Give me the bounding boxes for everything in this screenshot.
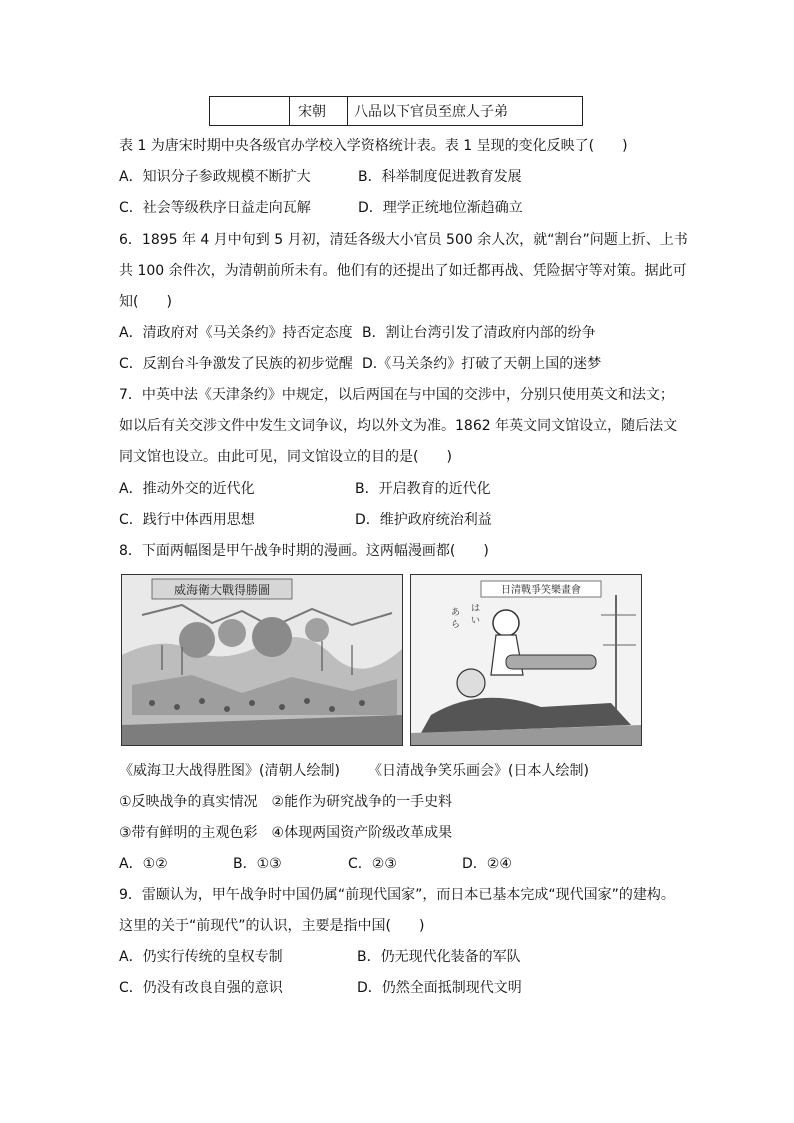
q6-stem-line3: 知( )	[119, 294, 172, 310]
cartoon1-banner-text: 威海衛大戰得勝圖	[173, 583, 271, 597]
cartoon2-speech-text-4: い	[471, 616, 481, 626]
q6-stem-line1: 6．1895 年 4 月中旬到 5 月初，清廷各级大小官员 500 余人次，就“割台”问题上折、上书	[119, 232, 688, 248]
cartoon1-caption: 《威海卫大战得胜图》(清朝人绘制)	[119, 763, 340, 779]
q7-stem-line3: 同文馆也设立。由此可见，同文馆设立的目的是( )	[119, 449, 452, 465]
q8-option-a: A．①②	[119, 856, 168, 872]
q7-option-c: C．践行中体西用思想	[119, 512, 255, 528]
q7-option-b: B．开启教育的近代化	[355, 481, 491, 497]
q9-option-b: B．仍无现代化装备的军队	[357, 949, 521, 965]
q7-option-a: A．推动外交的近代化	[119, 481, 255, 497]
q9-option-c: C．仍没有改良自强的意识	[119, 980, 283, 996]
table-cell-empty	[210, 97, 290, 125]
table-cell-qualification: 八品以下官员至庶人子弟	[354, 104, 508, 120]
q6-option-a: A．清政府对《马关条约》持否定态度	[119, 325, 353, 341]
sino-japanese-war-comic-cartoon	[410, 574, 642, 746]
q5-option-d: D．理学正统地位渐趋确立	[358, 200, 523, 216]
q8-stem: 8．下面两幅图是甲午战争时期的漫画。这两幅漫画都( )	[119, 543, 489, 559]
q7-option-d: D．维护政府统治利益	[355, 512, 492, 528]
q9-option-a: A．仍实行传统的皇权专制	[119, 949, 283, 965]
q8-option-d: D．②④	[462, 856, 512, 872]
q6-stem-line2: 共 100 余件次，为清朝前所未有。他们有的还提出了如迁都再战、凭险据守等对策。据此可	[119, 263, 687, 279]
cartoon2-speech-text-3: は	[471, 604, 481, 614]
qualification-table-row	[209, 96, 583, 126]
cartoon2-speech-text-2: ら	[451, 620, 461, 630]
cartoon2-speech-text-1: あ	[451, 608, 461, 618]
table-cell-dynasty: 宋朝	[290, 97, 348, 125]
q9-option-d: D．仍然全面抵制现代文明	[357, 980, 522, 996]
q9-stem-line2: 这里的关于“前现代”的认识，主要是指中国( )	[119, 918, 425, 934]
q5-stem: 表 1 为唐宋时期中央各级官办学校入学资格统计表。表 1 呈现的变化反映了( )	[119, 138, 628, 154]
q7-stem-line1: 7．中英中法《天津条约》中规定，以后两国在与中国的交涉中，分别只使用英文和法文；	[119, 387, 674, 403]
q8-statements-line2: ③带有鲜明的主观色彩 ④体现两国资产阶级改革成果	[119, 825, 453, 841]
cartoon2-banner-text: 日清戰爭笑樂畫會	[501, 585, 581, 596]
q5-option-b: B．科举制度促进教育发展	[358, 169, 522, 185]
q8-statements-line1: ①反映战争的真实情况 ②能作为研究战争的一手史料	[119, 794, 453, 810]
q5-option-c: C．社会等级秩序日益走向瓦解	[119, 200, 311, 216]
q9-stem-line1: 9．雷颐认为，甲午战争时中国仍属“前现代国家”，而日本已基本完成“现代国家”的建构。	[119, 887, 675, 903]
weihaiwei-battle-cartoon	[121, 574, 403, 746]
q6-option-c: C．反割台斗争激发了民族的初步觉醒	[119, 356, 353, 372]
q8-option-b: B．①③	[233, 856, 282, 872]
cartoon2-caption: 《日清战争笑乐画会》(日本人绘制)	[368, 763, 589, 779]
q6-option-d: D.《马关条约》打破了天朝上国的迷梦	[362, 356, 602, 372]
q6-option-b: B．割让台湾引发了清政府内部的纷争	[362, 325, 596, 341]
q7-stem-line2: 如以后有关交涉文件中发生文词争议，均以外文为准。1862 年英文同文馆设立，随后法文	[119, 418, 678, 434]
q5-option-a: A．知识分子参政规模不断扩大	[119, 169, 311, 185]
q8-option-c: C．②③	[348, 856, 397, 872]
